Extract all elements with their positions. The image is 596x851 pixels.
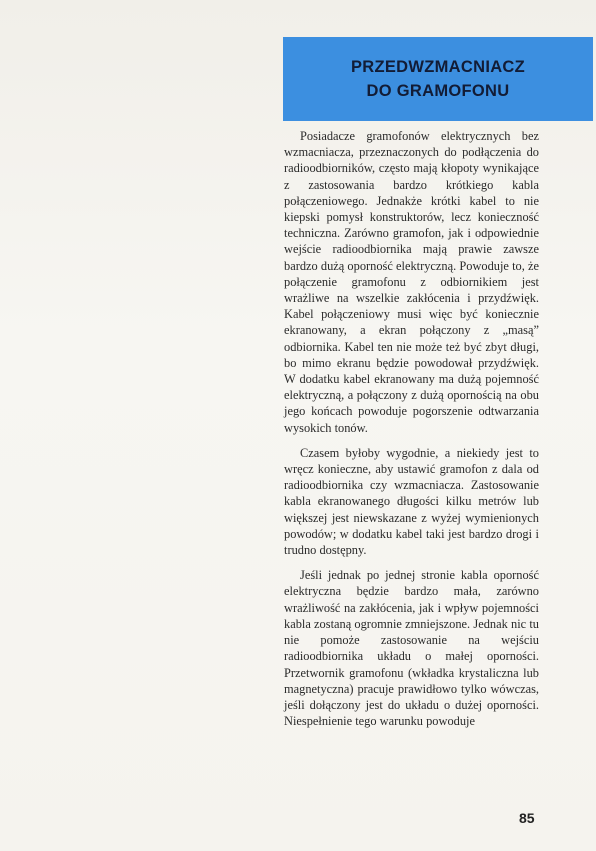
article-title-line-2: DO GRAMOFONU bbox=[366, 82, 510, 100]
article-title-line-1: PRZEDWZMACNIACZ bbox=[350, 58, 526, 76]
paragraph-3: Jeśli jednak po jednej stronie kabla oporność elektryczna będzie bardzo mała, zarówno wrażliwość na zakłócenia, jak i wpływ pojemności kabla zostaną ogromnie zmniejszone. Jednak nic tu nie pomoże zastosowanie na wejściu radioodbiornika układu o małej oporności. Przetwornik gramofonu (wkładka krystaliczna lub magnetyczna) pracuje prawidłowo tylko wówczas, jeśli dołączony jest do układu o dużej oporności. Niespełnienie tego warunku powoduje bbox=[284, 568, 539, 729]
article-title-box bbox=[283, 37, 593, 121]
article-body bbox=[284, 128, 539, 738]
paragraph-2: Czasem byłoby wygodnie, a niekiedy jest to wręcz konieczne, aby ustawić gramofon z dala od radioodbiornika czy wzmacniacza. Zastosowanie kabla ekranowanego długości kilku metrów lub większej jest niewskazane z wyżej wymienionych powodów; w dodatku kabel taki jest bardzo drogi i trudno dostępny. bbox=[284, 445, 539, 558]
page-number: 85 bbox=[519, 810, 535, 826]
paragraph-1: Posiadacze gramofonów elektrycznych bez wzmacniacza, przeznaczonych do podłączenia do radioodbiorników, często mają kłopoty wynikające z zastosowania bardzo krótkiego kabla połączeniowego. Jednakże krótki kabel to nie kiepski pomysł konstruktorów, lecz konieczność techniczna. Zarówno gramofon, jak i odpowiednie wejście radioodbiornika mają prawie zawsze bardzo dużą oporność elektryczną. Powoduje to, że połączenie gramofonu z odbiornikiem jest wrażliwe na wszelkie zakłócenia i przydźwięk. Kabel połączeniowy musi więc być koniecznie ekranowany, a ekran połączony z „masą” odbiornika. Kabel ten nie może też być zbyt długi, bo mimo ekranu będzie powodował przydźwięk. W dodatku kabel ekranowany ma dużą pojemność elektryczną, a połączony z dużą opornością na obu jego końcach powoduje pogorszenie odtwarzania wysokich tonów. bbox=[284, 129, 539, 435]
